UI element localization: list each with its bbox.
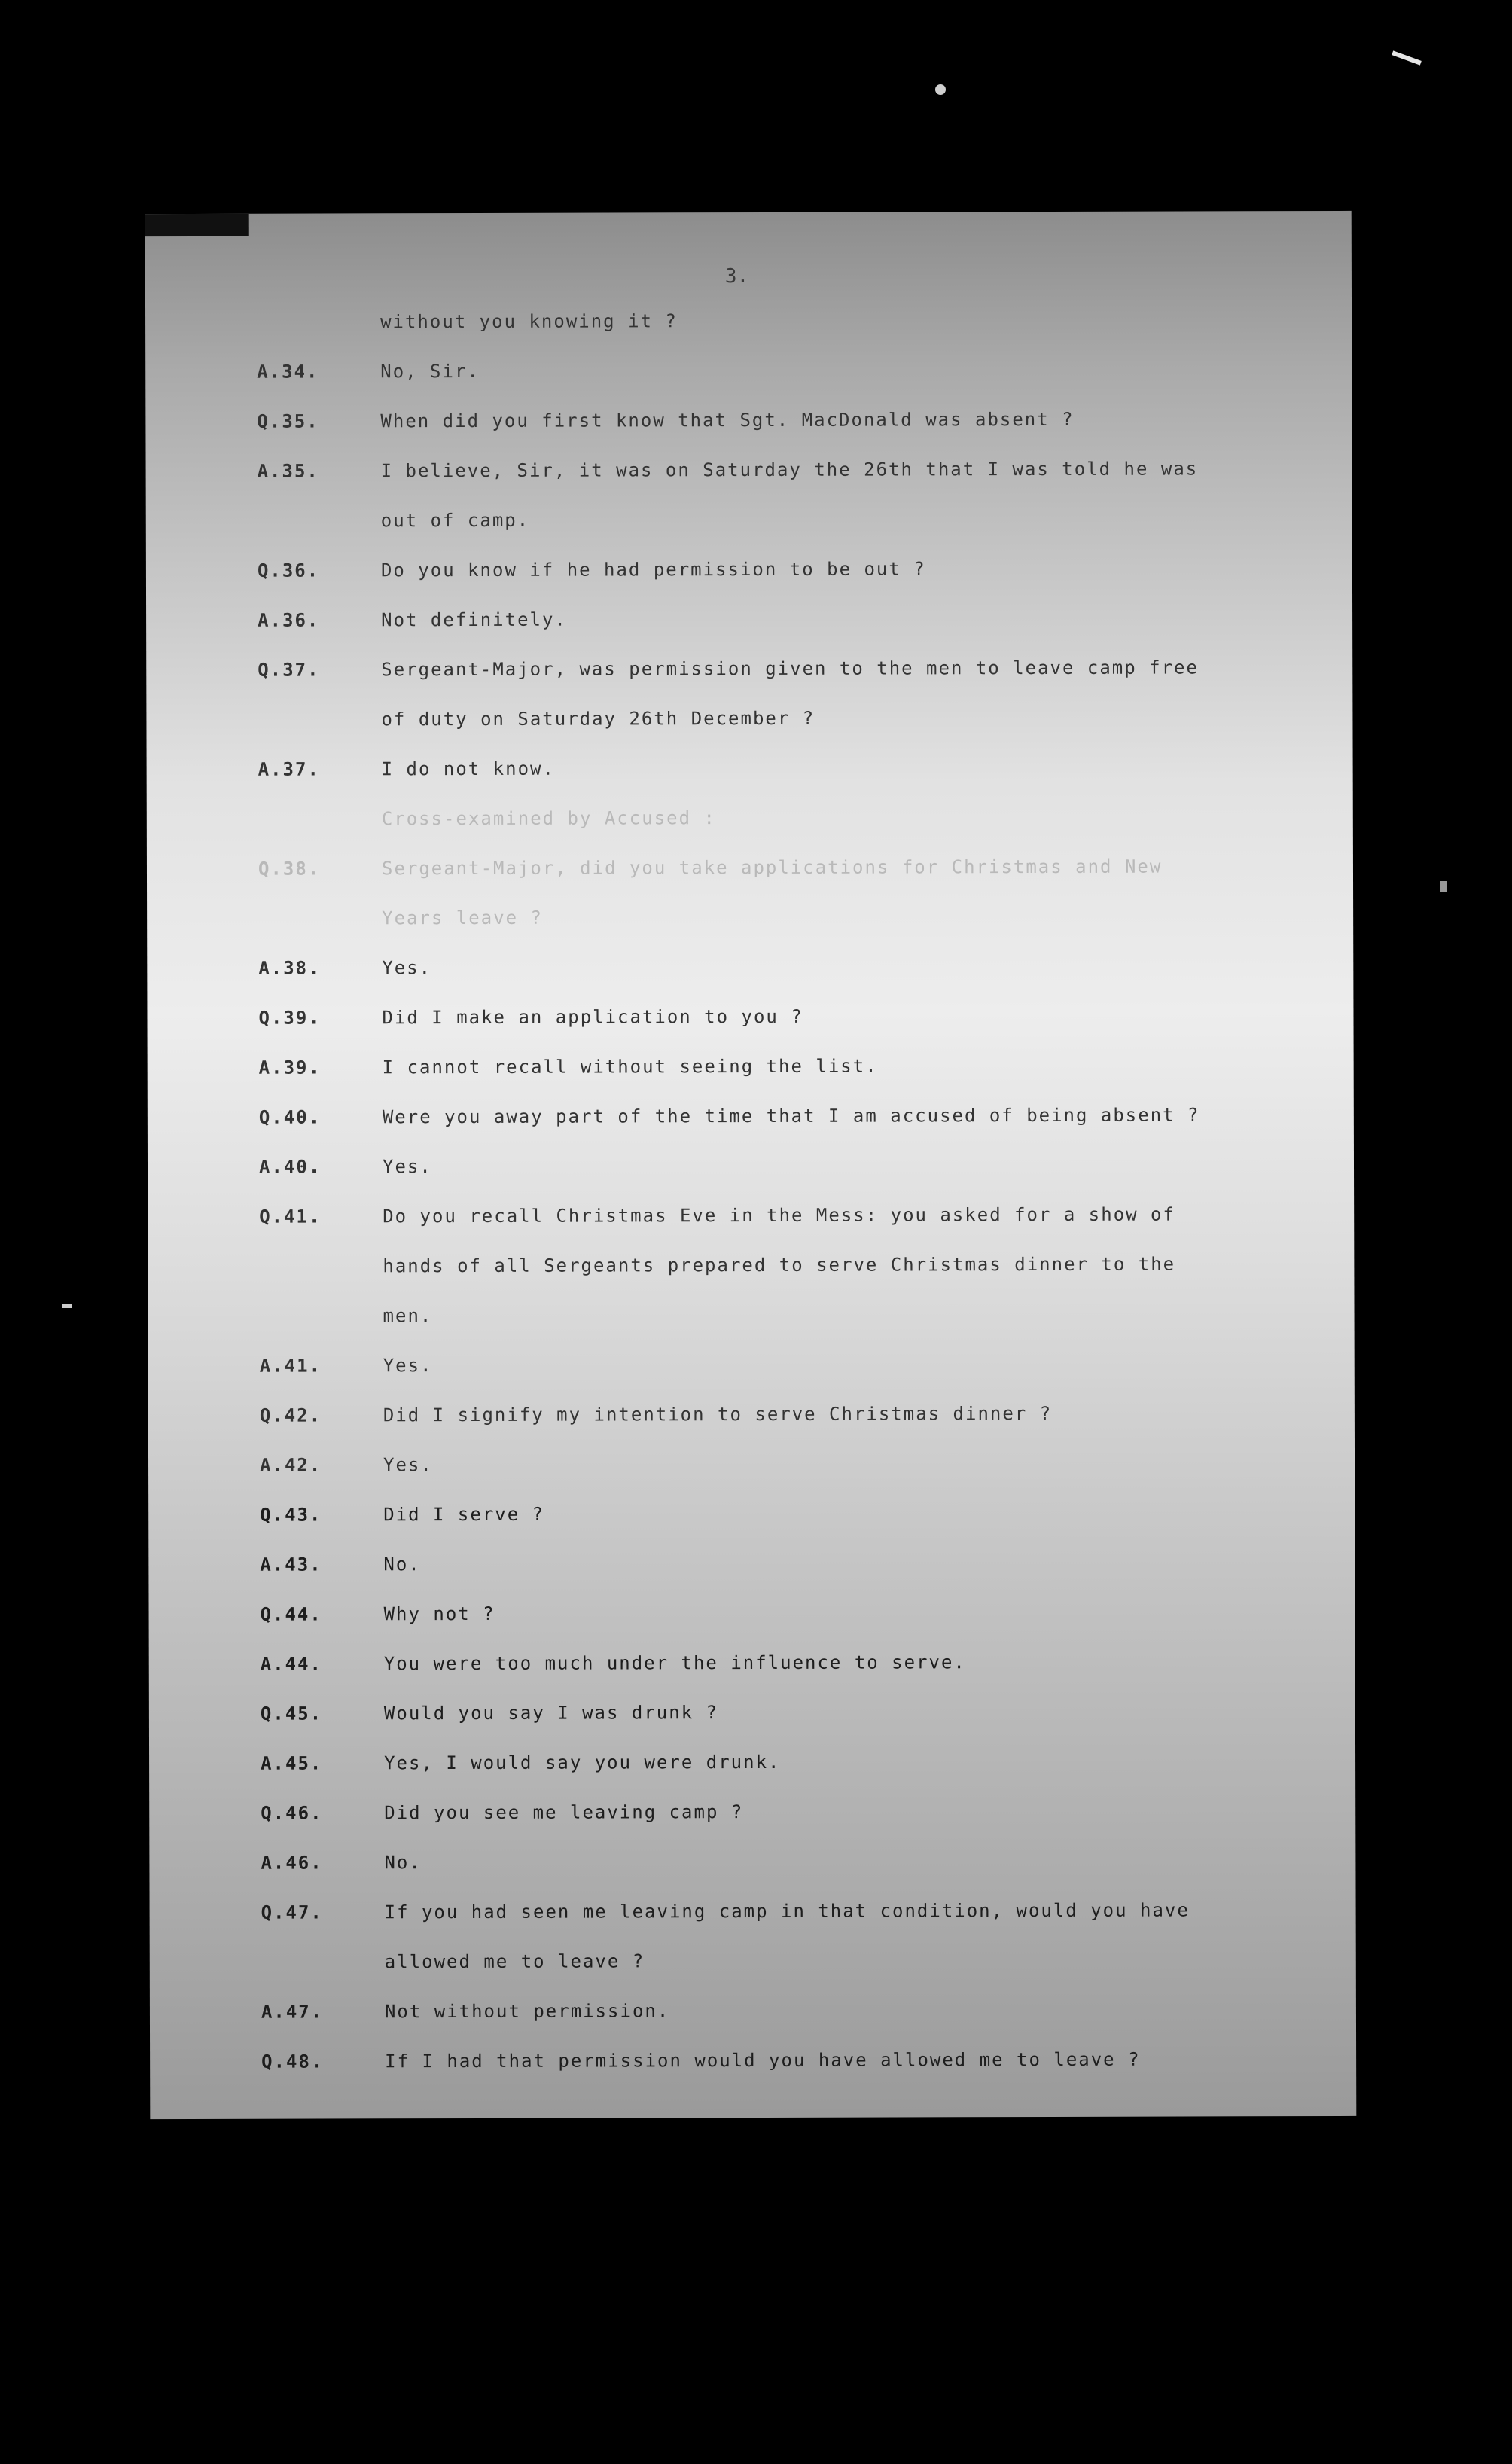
question-answer-number: A.40. bbox=[258, 1156, 322, 1178]
transcript-line bbox=[147, 905, 1353, 938]
line-text: No, Sir. bbox=[380, 360, 480, 383]
line-text: Yes. bbox=[382, 957, 432, 979]
line-text: Were you away part of the time that I am accused of being absent ? bbox=[382, 1104, 1200, 1128]
question-answer-number: Q.35. bbox=[257, 410, 319, 432]
transcript-line bbox=[146, 557, 1352, 590]
line-text: I believe, Sir, it was on Saturday the 26th that I was told he was bbox=[380, 458, 1199, 482]
transcript-line bbox=[149, 1651, 1355, 1684]
transcript-line bbox=[148, 1203, 1354, 1237]
line-text: If I had that permission would you have allowed me to leave ? bbox=[385, 2048, 1141, 2072]
line-text: Not definitely. bbox=[381, 608, 567, 631]
question-answer-number: Q.37. bbox=[258, 659, 320, 681]
question-answer-number: Q.43. bbox=[260, 1504, 322, 1526]
line-text: hands of all Sergeants prepared to serve Christmas dinner to the bbox=[383, 1253, 1176, 1277]
question-answer-number: A.39. bbox=[258, 1057, 321, 1078]
question-answer-number: Q.36. bbox=[257, 560, 320, 581]
line-text: Sergeant-Major, was permission given to the men to leave camp free bbox=[381, 657, 1199, 681]
transcript-line bbox=[148, 1054, 1354, 1087]
line-text: Why not ? bbox=[383, 1603, 495, 1625]
line-text: I cannot recall without seeing the list. bbox=[382, 1055, 878, 1078]
question-answer-number: Q.45. bbox=[260, 1703, 323, 1724]
line-text: Yes, I would say you were drunk. bbox=[384, 1751, 781, 1774]
question-answer-number: A.41. bbox=[259, 1355, 322, 1377]
transcript-line bbox=[148, 1502, 1355, 1535]
transcript-line bbox=[149, 1850, 1355, 1883]
line-text: Would you say I was drunk ? bbox=[383, 1702, 719, 1724]
scan-speck bbox=[62, 1304, 72, 1308]
transcript-line bbox=[145, 309, 1352, 342]
line-text: Not without permission. bbox=[384, 2000, 670, 2023]
line-text: No. bbox=[383, 1554, 421, 1575]
line-text: men. bbox=[383, 1305, 433, 1327]
scan-speck bbox=[935, 84, 946, 95]
transcript-line bbox=[149, 1700, 1355, 1734]
line-text: without you knowing it ? bbox=[380, 310, 678, 333]
question-answer-number: A.35. bbox=[257, 460, 319, 482]
line-text: Cross-examined by Accused : bbox=[381, 807, 716, 830]
line-text: Did I signify my intention to serve Christmas dinner ? bbox=[383, 1402, 1053, 1426]
line-text: Did I serve ? bbox=[383, 1503, 545, 1526]
question-answer-number: A.46. bbox=[261, 1852, 323, 1874]
question-answer-number: Q.46. bbox=[261, 1802, 323, 1824]
transcript-line bbox=[148, 1551, 1355, 1584]
transcript-line bbox=[150, 1899, 1356, 1932]
line-text: If you had seen me leaving camp in that condition, would you have bbox=[384, 1899, 1190, 1923]
line-text: Years leave ? bbox=[382, 907, 544, 929]
document-page bbox=[145, 211, 1357, 2119]
line-text: No. bbox=[384, 1852, 422, 1874]
question-answer-number: A.34. bbox=[257, 361, 319, 383]
transcript-line bbox=[148, 1154, 1354, 1187]
line-text: Did I make an application to you ? bbox=[382, 1005, 803, 1029]
scan-speck bbox=[1392, 50, 1422, 65]
line-text: You were too much under the influence to serve. bbox=[383, 1651, 966, 1675]
question-answer-number: A.47. bbox=[261, 2001, 324, 2023]
transcript-line bbox=[149, 1750, 1355, 1783]
question-answer-number: Q.38. bbox=[258, 858, 321, 880]
transcript-line bbox=[150, 2048, 1356, 2081]
transcript-line bbox=[148, 1352, 1355, 1386]
transcript-line bbox=[146, 657, 1352, 690]
transcript-line bbox=[148, 1253, 1354, 1286]
transcript-line bbox=[149, 1800, 1355, 1833]
line-text: Sergeant-Major, did you take applications for Christmas and New bbox=[381, 855, 1163, 880]
page-number: 3. bbox=[724, 265, 749, 288]
line-text: Do you recall Christmas Eve in the Mess: you asked for a show of bbox=[383, 1203, 1175, 1227]
line-text: Yes. bbox=[383, 1454, 433, 1476]
question-answer-number: A.36. bbox=[258, 609, 320, 631]
question-answer-number: Q.42. bbox=[259, 1404, 322, 1426]
line-text: When did you first know that Sgt. MacDonald was absent ? bbox=[380, 408, 1075, 432]
transcript-line bbox=[150, 1999, 1356, 2032]
transcript-line bbox=[150, 1949, 1356, 1982]
line-text: of duty on Saturday 26th December ? bbox=[381, 707, 815, 730]
question-answer-number: Q.41. bbox=[259, 1206, 322, 1227]
transcript-line bbox=[148, 1402, 1355, 1435]
question-answer-number: A.38. bbox=[258, 957, 321, 979]
question-answer-number: A.42. bbox=[260, 1454, 322, 1476]
line-text: allowed me to leave ? bbox=[384, 1950, 645, 1973]
transcript-line bbox=[148, 1104, 1354, 1137]
question-answer-number: Q.44. bbox=[260, 1603, 322, 1625]
transcript-line bbox=[147, 756, 1353, 789]
transcript-line bbox=[146, 458, 1352, 491]
transcript-line bbox=[148, 1303, 1354, 1336]
page-corner-tab bbox=[145, 214, 249, 236]
line-text: Yes. bbox=[383, 1355, 433, 1377]
transcript-line bbox=[147, 955, 1353, 988]
scan-speck bbox=[1440, 881, 1447, 892]
transcript-line bbox=[147, 806, 1353, 839]
transcript-line bbox=[149, 1601, 1355, 1634]
question-answer-number: A.43. bbox=[260, 1554, 322, 1575]
transcript-line bbox=[147, 1005, 1353, 1038]
question-answer-number: A.37. bbox=[258, 758, 320, 780]
question-answer-number: Q.39. bbox=[258, 1007, 321, 1029]
line-text: Did you see me leaving camp ? bbox=[384, 1801, 744, 1824]
question-answer-number: Q.40. bbox=[258, 1106, 322, 1128]
question-answer-number: A.45. bbox=[261, 1752, 323, 1774]
question-answer-number: A.44. bbox=[260, 1653, 323, 1675]
line-text: I do not know. bbox=[381, 758, 555, 780]
question-answer-number: Q.47. bbox=[261, 1901, 323, 1923]
transcript-line bbox=[146, 706, 1352, 740]
transcript-line bbox=[146, 607, 1352, 640]
transcript-line bbox=[146, 508, 1352, 541]
transcript-line bbox=[145, 358, 1352, 392]
line-text: Yes. bbox=[382, 1156, 432, 1178]
line-text: Do you know if he had permission to be out ? bbox=[380, 558, 926, 581]
transcript-line bbox=[148, 1452, 1355, 1485]
transcript-lines bbox=[145, 211, 1352, 2072]
question-answer-number: Q.48. bbox=[261, 2051, 324, 2072]
line-text: out of camp. bbox=[380, 509, 530, 532]
transcript-line bbox=[147, 855, 1353, 889]
transcript-line bbox=[145, 408, 1352, 441]
